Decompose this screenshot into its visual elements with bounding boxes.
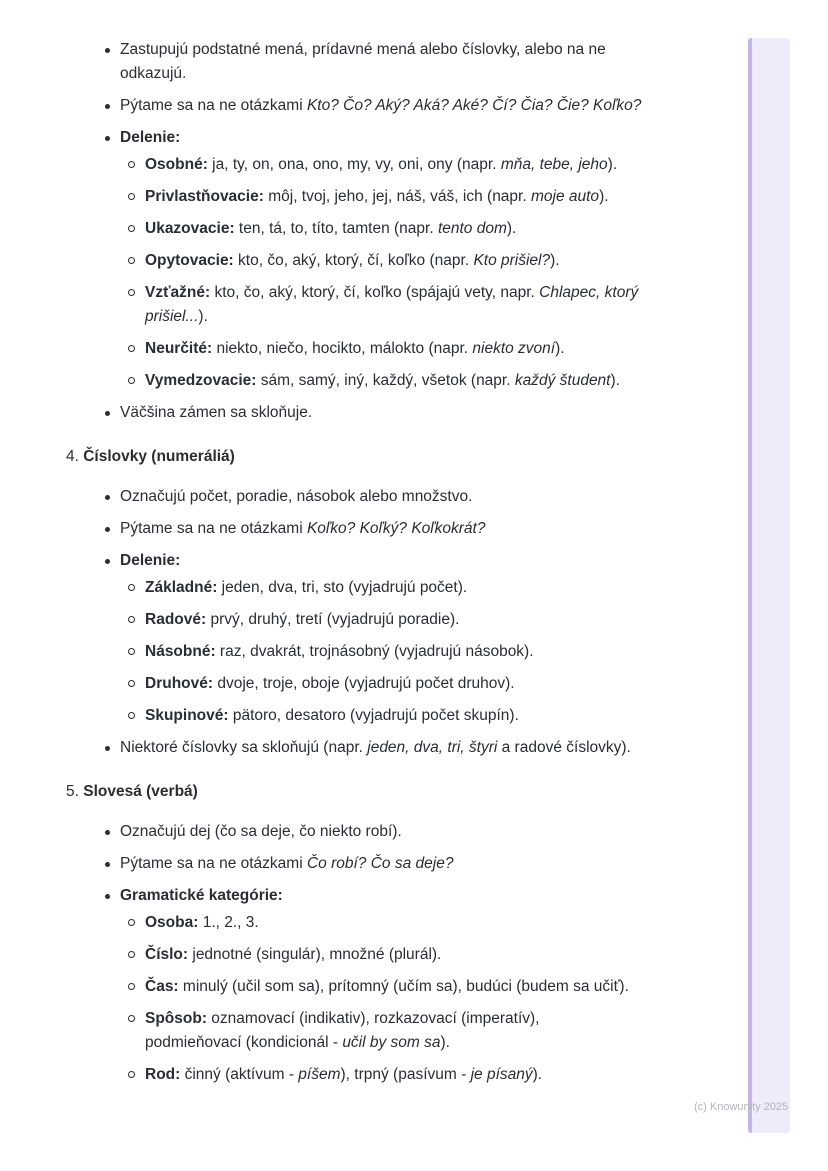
- text-run: Označujú dej (čo sa deje, čo niekto robí).: [120, 823, 402, 840]
- bullet-item: [66, 549, 716, 728]
- sub-bullet-item: [120, 249, 716, 273]
- text-run: učil by som sa: [342, 1034, 441, 1051]
- text-run: ).: [198, 308, 208, 325]
- text-run: minulý (učil som sa), prítomný (učím sa), budúci (budem sa učiť).: [178, 978, 629, 995]
- text-run: Ukazovacie:: [145, 220, 235, 237]
- text-run: jednotné (singulár), množné (plurál).: [188, 946, 442, 963]
- text-run: moje auto: [530, 188, 600, 205]
- text-run: odkazujú.: [120, 65, 187, 82]
- sub-bullet-list: [120, 911, 716, 1087]
- text-run: jeden, dva, tri, štyri: [367, 739, 498, 756]
- text-run: Pýtame sa na ne otázkami: [120, 855, 307, 872]
- bullet-item: [66, 852, 716, 876]
- text-run: Väčšina zámen sa skloňuje.: [120, 404, 313, 421]
- text-run: ).: [610, 372, 620, 389]
- sub-bullet-item: [120, 185, 716, 209]
- text-run: kto, čo, aký, ktorý, čí, koľko (spájajú vety, napr.: [210, 284, 540, 301]
- sub-bullet-item: [120, 1007, 716, 1055]
- sub-bullet-item: [120, 576, 716, 600]
- sub-bullet-list: [120, 153, 716, 393]
- text-run: je písaný: [470, 1066, 533, 1083]
- text-run: Delenie:: [120, 552, 181, 569]
- text-run: niekto zvoní: [472, 340, 556, 357]
- text-run: činný (aktívum -: [180, 1066, 299, 1083]
- bullet-item: [66, 94, 716, 118]
- text-run: sám, samý, iný, každý, všetok (napr.: [256, 372, 515, 389]
- text-run: Zastupujú podstatné mená, prídavné mená alebo číslovky, alebo na ne: [120, 41, 606, 58]
- text-run: píšem: [298, 1066, 341, 1083]
- section-number: 4.: [66, 448, 84, 465]
- text-run: jeden, dva, tri, sto (vyjadrujú počet).: [217, 579, 468, 596]
- text-run: a radové číslovky).: [497, 739, 631, 756]
- bullet-item: [66, 485, 716, 509]
- sub-bullet-item: [120, 153, 716, 177]
- text-run: Kto prišiel?: [473, 252, 551, 269]
- sub-bullet-item: [120, 337, 716, 361]
- text-run: kto, čo, aký, ktorý, čí, koľko (napr.: [233, 252, 474, 269]
- text-run: ).: [607, 156, 618, 173]
- text-run: ja, ty, on, ona, ono, my, vy, oni, ony (napr.: [207, 156, 501, 173]
- bullet-item: [66, 126, 716, 393]
- sub-bullet-list: [120, 576, 716, 728]
- text-run: tento dom: [437, 220, 507, 237]
- text-run: Delenie:: [120, 129, 181, 146]
- sub-bullet-item: [120, 281, 716, 329]
- text-run: raz, dvakrát, trojnásobný (vyjadrujú násobok).: [215, 643, 534, 660]
- text-run: Označujú počet, poradie, násobok alebo množstvo.: [120, 488, 473, 505]
- bullet-item: [66, 38, 716, 86]
- text-run: môj, tvoj, jeho, jej, náš, váš, ich (napr.: [263, 188, 531, 205]
- text-run: Privlastňovacie:: [145, 188, 264, 205]
- text-run: Radové:: [145, 611, 207, 628]
- bullet-item: [66, 401, 716, 425]
- sub-bullet-item: [120, 911, 716, 935]
- text-run: prvý, druhý, tretí (vyjadrujú poradie).: [206, 611, 460, 628]
- sub-bullet-item: [120, 608, 716, 632]
- text-run: Chlapec, ktorý: [539, 284, 639, 301]
- sub-bullet-item: [120, 975, 716, 999]
- sub-bullet-item: [120, 217, 716, 241]
- text-run: ).: [599, 188, 609, 205]
- text-run: oznamovací (indikativ), rozkazovací (imperatív),: [207, 1010, 540, 1027]
- text-run: Základné:: [145, 579, 218, 596]
- text-run: Druhové:: [145, 675, 214, 692]
- text-run: Násobné:: [145, 643, 216, 660]
- text-run: Pýtame sa na ne otázkami: [120, 97, 307, 114]
- sub-bullet-item: [120, 1063, 716, 1087]
- sub-bullet-item: [120, 672, 716, 696]
- sub-bullet-item: [120, 369, 716, 393]
- text-run: každý študent: [514, 372, 611, 389]
- section-title: Slovesá (verbá): [83, 783, 198, 800]
- text-run: pätoro, desatoro (vyjadrujú počet skupín).: [228, 707, 519, 724]
- sub-bullet-item: [120, 704, 716, 728]
- text-run: Vymedzovacie:: [145, 372, 257, 389]
- text-run: Skupinové:: [145, 707, 229, 724]
- text-run: ), trpný (pasívum -: [340, 1066, 471, 1083]
- text-run: 1., 2., 3.: [198, 914, 259, 931]
- text-run: Spôsob:: [145, 1010, 207, 1027]
- bullet-list-numerals: [66, 485, 716, 760]
- text-run: Pýtame sa na ne otázkami: [120, 520, 307, 537]
- text-run: prišiel...: [145, 308, 199, 325]
- text-run: ).: [440, 1034, 450, 1051]
- bullet-item: [66, 884, 716, 1087]
- document-content: [66, 38, 716, 1095]
- text-run: ).: [532, 1066, 543, 1083]
- text-run: Osoba:: [145, 914, 199, 931]
- sub-bullet-item: [120, 943, 716, 967]
- text-run: Niektoré číslovky sa skloňujú (napr.: [120, 739, 368, 756]
- bullet-item: [66, 517, 716, 541]
- text-run: Čo robí? Čo sa deje?: [306, 855, 454, 872]
- bullet-item: [66, 820, 716, 844]
- text-run: Rod:: [145, 1066, 181, 1083]
- text-run: Čas:: [145, 978, 179, 995]
- bullet-list-verbs: [66, 820, 716, 1087]
- sub-bullet-item: [120, 640, 716, 664]
- text-run: Osobné:: [145, 156, 208, 173]
- copyright-watermark: (c) Knowunity 2025: [694, 1101, 789, 1113]
- text-run: Gramatické kategórie:: [120, 887, 283, 904]
- text-run: Kto? Čo? Aký? Aká? Aké? Čí? Čia? Čie? Koľko?: [306, 97, 642, 114]
- text-run: podmieňovací (kondicionál -: [145, 1034, 343, 1051]
- text-run: Číslo:: [145, 946, 189, 963]
- text-run: ).: [550, 252, 560, 269]
- text-run: Vzťažné:: [145, 284, 211, 301]
- text-run: Opytovacie:: [145, 252, 234, 269]
- text-run: Neurčité:: [145, 340, 213, 357]
- text-run: Koľko? Koľký? Koľkokrát?: [306, 520, 486, 537]
- scrollbar-track[interactable]: [748, 38, 790, 1133]
- section-heading: [66, 445, 716, 469]
- text-run: mňa, tebe, jeho: [500, 156, 608, 173]
- bullet-item: [66, 736, 716, 760]
- section-heading: [66, 780, 716, 804]
- section-number: 5.: [66, 783, 84, 800]
- text-run: ).: [506, 220, 517, 237]
- text-run: niekto, niečo, hocikto, málokto (napr.: [212, 340, 473, 357]
- bullet-list-pronouns-continued: [66, 38, 716, 425]
- section-title: Číslovky (numeráliá): [83, 448, 235, 465]
- text-run: ten, tá, to, títo, tamten (napr.: [234, 220, 438, 237]
- text-run: dvoje, troje, oboje (vyjadrujú počet druhov).: [213, 675, 515, 692]
- text-run: ).: [555, 340, 565, 357]
